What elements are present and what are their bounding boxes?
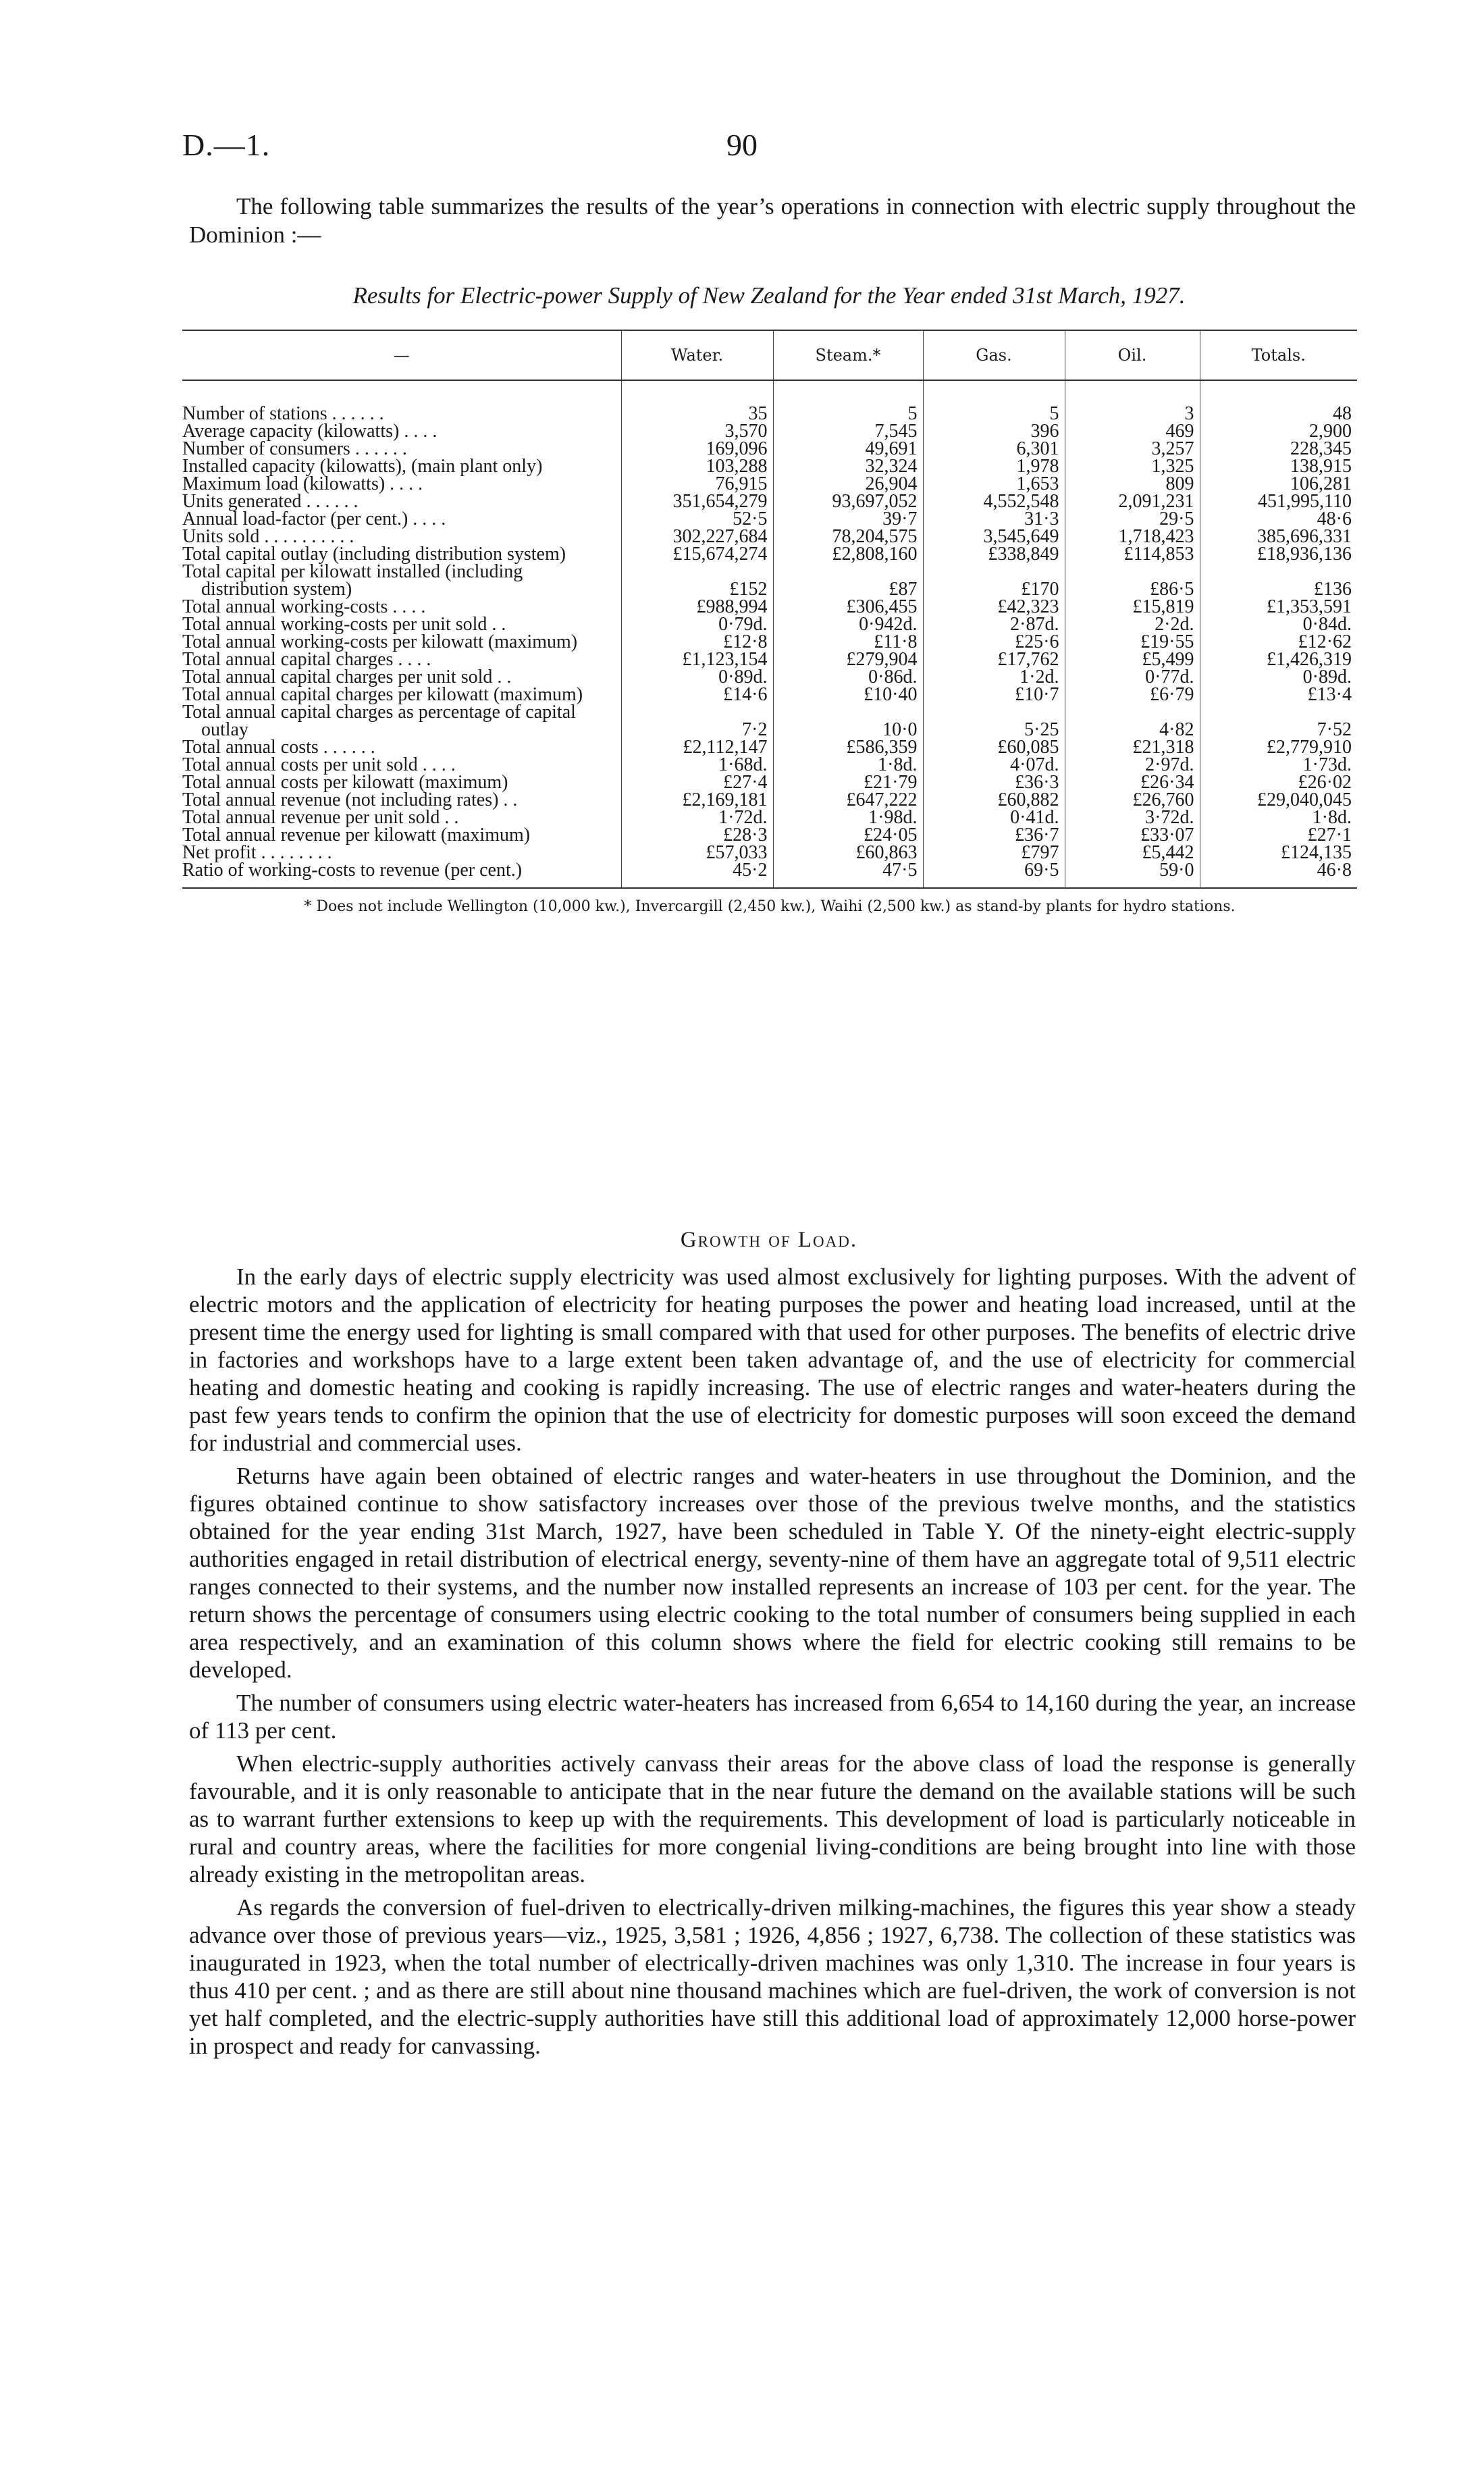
totals-value: 138,915	[1200, 458, 1357, 475]
water-value: 7·2	[621, 704, 773, 739]
steam-value: £647,222	[773, 791, 923, 809]
row-label: Installed capacity (kilowatts), (main plant only)	[182, 456, 543, 477]
row-label: Total annual working-costs . . . .	[182, 596, 426, 617]
steam-value: 0·86d.	[773, 669, 923, 686]
water-value: £2,169,181	[621, 791, 773, 809]
column-header-totals: Totals.	[1200, 330, 1357, 380]
totals-value: 48·6	[1200, 511, 1357, 528]
oil-value: 2,091,231	[1065, 493, 1200, 511]
body-paragraph: When electric-supply authorities actively canvass their areas for the above class of load the response is generally favourable, and it is only reasonable to anticipate that in the near future the demand on the available stations will be such as to warrant further extensions to keep up with the requirements. This development of load is particularly noticeable in rural and country areas, where the facilities for more congenial living-conditions are being brought into line with those already existing in the metropolitan areas.	[189, 1750, 1356, 1888]
totals-value: £27·1	[1200, 827, 1357, 844]
oil-value: 1,325	[1065, 458, 1200, 475]
document-reference: D.—1.	[182, 128, 271, 162]
row-label: Ratio of working-costs to revenue (per cent.)	[182, 862, 621, 888]
steam-value: 0·942d.	[773, 616, 923, 633]
gas-value: £17,762	[923, 651, 1065, 669]
steam-value: 10·0	[773, 704, 923, 739]
steam-value: 93,697,052	[773, 493, 923, 511]
table-row	[182, 862, 1357, 888]
oil-value: £15,819	[1065, 598, 1200, 616]
steam-value: £87	[773, 563, 923, 598]
oil-value: £26·34	[1065, 774, 1200, 791]
oil-value: £6·79	[1065, 686, 1200, 704]
water-value: £57,033	[621, 844, 773, 862]
row-label: Total annual capital charges per kilowatt (maximum)	[182, 684, 583, 705]
totals-value: 451,995,110	[1200, 493, 1357, 511]
oil-value: 2·2d.	[1065, 616, 1200, 633]
column-header-label: —	[182, 330, 621, 380]
table-header-row	[182, 330, 1357, 380]
totals-value: 106,281	[1200, 475, 1357, 493]
oil-value: £5,442	[1065, 844, 1200, 862]
steam-value: 49,691	[773, 440, 923, 458]
steam-value: 47·5	[773, 862, 923, 888]
steam-value: £306,455	[773, 598, 923, 616]
gas-value: 1,653	[923, 475, 1065, 493]
gas-value: 2·87d.	[923, 616, 1065, 633]
results-table-container	[182, 330, 1357, 915]
steam-value: £60,863	[773, 844, 923, 862]
column-header-water: Water.	[621, 330, 773, 380]
water-value: 103,288	[621, 458, 773, 475]
water-value: 0·79d.	[621, 616, 773, 633]
oil-value: 2·97d.	[1065, 756, 1200, 774]
oil-value: £33·07	[1065, 827, 1200, 844]
gas-value: £36·7	[923, 827, 1065, 844]
water-value: 302,227,684	[621, 528, 773, 546]
gas-value: 69·5	[923, 862, 1065, 888]
oil-value: £19·55	[1065, 633, 1200, 651]
totals-value: 7·52	[1200, 704, 1357, 739]
gas-value: 4·07d.	[923, 756, 1065, 774]
totals-value: £136	[1200, 563, 1357, 598]
gas-value: 1·2d.	[923, 669, 1065, 686]
totals-value: £18,936,136	[1200, 546, 1357, 563]
totals-value: 1·73d.	[1200, 756, 1357, 774]
steam-value: 26,904	[773, 475, 923, 493]
column-header-steam: Steam.*	[773, 330, 923, 380]
totals-value: 2,900	[1200, 423, 1357, 440]
body-paragraph: Returns have again been obtained of electric ranges and water-heaters in use throughout the Dominion, and the figures obtained continue to show satisfactory increases over those of the previous twelve months, and the statistics obtained for the year ending 31st March, 1927, have been scheduled in Table Y. Of the ninety-eight electric-supply authorities engaged in retail distribution of electrical energy, seventy-nine of them have an aggregate total of 9,511 electric ranges connected to their systems, and the number now installed represents an increase of 103 per cent. for the year. The return shows the percentage of consumers using electric cooking to the total number of consumers being supplied in each area respectively, and an examination of this column shows where the field for electric cooking still remains to be developed.	[189, 1463, 1356, 1683]
water-value: £152	[621, 563, 773, 598]
totals-value: 48	[1200, 405, 1357, 423]
totals-value: 1·8d.	[1200, 809, 1357, 827]
steam-value: £11·8	[773, 633, 923, 651]
gas-value: £60,085	[923, 739, 1065, 756]
oil-value: 0·77d.	[1065, 669, 1200, 686]
oil-value: 469	[1065, 423, 1200, 440]
water-value: 0·89d.	[621, 669, 773, 686]
totals-value: £26·02	[1200, 774, 1357, 791]
water-value: 76,915	[621, 475, 773, 493]
oil-value: £5,499	[1065, 651, 1200, 669]
row-label: Maximum load (kilowatts) . . . .	[182, 473, 423, 494]
row-label: Units generated . . . . . .	[182, 491, 359, 512]
steam-value: 78,204,575	[773, 528, 923, 546]
water-value: £988,994	[621, 598, 773, 616]
totals-value: 0·89d.	[1200, 669, 1357, 686]
row-label: Total annual capital charges per unit sold . .	[182, 667, 512, 687]
water-value: £2,112,147	[621, 739, 773, 756]
gas-value: £42,323	[923, 598, 1065, 616]
row-label: Units sold . . . . . . . . . .	[182, 526, 354, 547]
steam-value: £2,808,160	[773, 546, 923, 563]
totals-value: £1,426,319	[1200, 651, 1357, 669]
gas-value: 5	[923, 405, 1065, 423]
totals-value: £124,135	[1200, 844, 1357, 862]
gas-value: 5·25	[923, 704, 1065, 739]
page-header	[182, 127, 1302, 174]
oil-value: 4·82	[1065, 704, 1200, 739]
gas-value: £170	[923, 563, 1065, 598]
water-value: 3,570	[621, 423, 773, 440]
row-label: Total annual revenue per unit sold . .	[182, 807, 459, 828]
water-value: 52·5	[621, 511, 773, 528]
row-label: Number of stations . . . . . .	[182, 403, 384, 424]
row-label: Total annual costs per unit sold . . . .	[182, 754, 456, 775]
gas-value: 6,301	[923, 440, 1065, 458]
table-spacer-row	[182, 380, 1357, 405]
steam-value: 39·7	[773, 511, 923, 528]
oil-value: 59·0	[1065, 862, 1200, 888]
table-body	[182, 380, 1357, 888]
body-text	[189, 1263, 1356, 2065]
row-label: Total annual costs per kilowatt (maximum)	[182, 772, 508, 793]
water-value: 1·72d.	[621, 809, 773, 827]
oil-value: 3	[1065, 405, 1200, 423]
steam-value: £586,359	[773, 739, 923, 756]
water-value: £1,123,154	[621, 651, 773, 669]
oil-value: 1,718,423	[1065, 528, 1200, 546]
oil-value: 3,257	[1065, 440, 1200, 458]
gas-value: 0·41d.	[923, 809, 1065, 827]
gas-value: £25·6	[923, 633, 1065, 651]
row-label: Total annual capital charges . . . .	[182, 649, 431, 670]
steam-value: 7,545	[773, 423, 923, 440]
row-label: Total annual costs . . . . . .	[182, 737, 375, 758]
row-label: Average capacity (kilowatts) . . . .	[182, 421, 438, 442]
steam-value: 1·98d.	[773, 809, 923, 827]
totals-value: £12·62	[1200, 633, 1357, 651]
totals-value: 0·84d.	[1200, 616, 1357, 633]
totals-value: 228,345	[1200, 440, 1357, 458]
section-heading: Growth of Load.	[680, 1228, 858, 1252]
column-header-oil: Oil.	[1065, 330, 1200, 380]
steam-value: £24·05	[773, 827, 923, 844]
gas-value: £10·7	[923, 686, 1065, 704]
water-value: 169,096	[621, 440, 773, 458]
results-table	[182, 330, 1357, 889]
row-label: Total annual revenue (not including rates) . .	[182, 789, 518, 810]
row-label: Total annual capital charges as percentage of capital outlay	[182, 702, 576, 740]
oil-value: £86·5	[1065, 563, 1200, 598]
steam-value: £21·79	[773, 774, 923, 791]
row-label: Total annual revenue per kilowatt (maximum)	[182, 825, 531, 845]
oil-value: £21,318	[1065, 739, 1200, 756]
oil-value: 3·72d.	[1065, 809, 1200, 827]
oil-value: 29·5	[1065, 511, 1200, 528]
totals-value: £2,779,910	[1200, 739, 1357, 756]
table-footnote: * Does not include Wellington (10,000 kw.), Invercargill (2,450 kw.), Waihi (2,500 kw.) as stand-by plants for hydro stations.	[304, 898, 1236, 915]
water-value: 45·2	[621, 862, 773, 888]
gas-value: £797	[923, 844, 1065, 862]
gas-value: 3,545,649	[923, 528, 1065, 546]
gas-value: 4,552,548	[923, 493, 1065, 511]
steam-value: 32,324	[773, 458, 923, 475]
gas-value: 1,978	[923, 458, 1065, 475]
row-label: Net profit . . . . . . . .	[182, 842, 332, 863]
table-row	[182, 704, 1357, 739]
water-value: £27·4	[621, 774, 773, 791]
steam-value: £279,904	[773, 651, 923, 669]
water-value: £14·6	[621, 686, 773, 704]
totals-value: 385,696,331	[1200, 528, 1357, 546]
body-paragraph: The number of consumers using electric water-heaters has increased from 6,654 to 14,160 during the year, an increase of 113 per cent.	[189, 1690, 1356, 1744]
water-value: 35	[621, 405, 773, 423]
totals-value: £1,353,591	[1200, 598, 1357, 616]
water-value: 351,654,279	[621, 493, 773, 511]
row-label: Total annual working-costs per unit sold . .	[182, 614, 506, 635]
row-label: Total capital per kilowatt installed (including distribution system)	[182, 561, 523, 600]
water-value: £12·8	[621, 633, 773, 651]
oil-value: £26,760	[1065, 791, 1200, 809]
row-label: Total annual working-costs per kilowatt (maximum)	[182, 631, 578, 652]
steam-value: £10·40	[773, 686, 923, 704]
row-label: Number of consumers . . . . . .	[182, 438, 407, 459]
totals-value: 46·8	[1200, 862, 1357, 888]
totals-value: £29,040,045	[1200, 791, 1357, 809]
page-number: 90	[726, 128, 758, 162]
row-label: Total capital outlay (including distribution system)	[182, 544, 566, 565]
gas-value: £36·3	[923, 774, 1065, 791]
totals-value: £13·4	[1200, 686, 1357, 704]
body-paragraph: In the early days of electric supply electricity was used almost exclusively for lighting purposes. With the advent of electric motors and the application of electricity for heating purposes the power and heating load increased, until at the present time the energy used for lighting is small compared with that used for other purposes. The benefits of electric drive in factories and workshops have to a large extent been taken advantage of, and the use of electricity for commercial heating and domestic heating and cooking is rapidly increasing. The use of electric ranges and water-heaters during the past few years tends to confirm the opinion that the use of electricity for domestic purposes will soon exceed the demand for industrial and commercial uses.	[189, 1264, 1356, 1456]
intro-paragraph: The following table summarizes the results of the year’s operations in connection with electric supply throughout the Dominion :—	[189, 193, 1356, 248]
table-row	[182, 563, 1357, 598]
row-label: Annual load-factor (per cent.) . . . .	[182, 509, 446, 529]
gas-value: £60,882	[923, 791, 1065, 809]
table-title: Results for Electric-power Supply of New Zealand for the Year ended 31st March, 1927.	[352, 282, 1186, 309]
water-value: 1·68d.	[621, 756, 773, 774]
oil-value: £114,853	[1065, 546, 1200, 563]
column-header-gas: Gas.	[923, 330, 1065, 380]
water-value: £15,674,274	[621, 546, 773, 563]
gas-value: £338,849	[923, 546, 1065, 563]
water-value: £28·3	[621, 827, 773, 844]
gas-value: 31·3	[923, 511, 1065, 528]
steam-value: 5	[773, 405, 923, 423]
oil-value: 809	[1065, 475, 1200, 493]
body-paragraph: As regards the conversion of fuel-driven to electrically-driven milking-machines, the figures this year show a steady advance over those of previous years—viz., 1925, 3,581 ; 1926, 4,856 ; 1927, 6,738. The collection of these statistics was inaugurated in 1923, when the total number of electrically-driven machines was only 1,310. The increase in four years is thus 410 per cent. ; and as there are still about nine thousand machines which are fuel-driven, the work of conversion is not yet half completed, and the electric-supply authorities have still this additional load of approximately 12,000 horse-power in prospect and ready for canvassing.	[189, 1894, 1356, 2059]
steam-value: 1·8d.	[773, 756, 923, 774]
gas-value: 396	[923, 423, 1065, 440]
